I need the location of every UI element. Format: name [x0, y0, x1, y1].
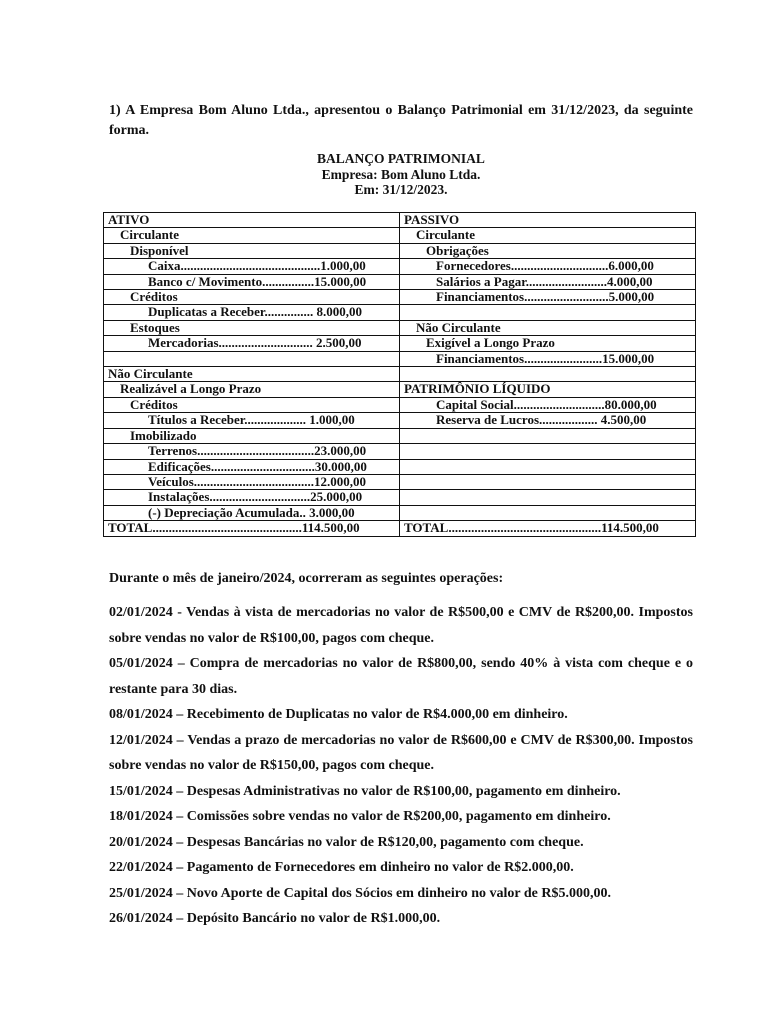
operations-heading: Durante o mês de janeiro/2024, ocorreram as seguintes operações:	[109, 571, 504, 586]
ativo-cell: (-) Depreciação Acumulada.. 3.000,00	[104, 505, 400, 520]
ativo-cell: Não Circulante	[104, 367, 400, 382]
exercise-statement: 1) A Empresa Bom Aluno Ltda., apresentou o Balanço Patrimonial em 31/12/2023, da seguinte forma.	[109, 103, 693, 138]
balance-sheet-row	[104, 259, 696, 274]
ativo-cell: Edificações................................30.000,00	[104, 459, 400, 474]
balance-sheet-row	[104, 474, 696, 489]
passivo-cell: Exigível a Longo Prazo	[400, 336, 696, 351]
ativo-cell: Estoques	[104, 320, 400, 335]
operation-item: 25/01/2024 – Novo Aporte de Capital dos Sócios em dinheiro no valor de R$5.000,00.	[109, 885, 611, 901]
ativo-cell: Caixa...........................................1.000,00	[104, 259, 400, 274]
ativo-cell: Banco c/ Movimento................15.000,00	[104, 274, 400, 289]
passivo-cell: Salários a Pagar.........................4.000,00	[400, 274, 696, 289]
company-name: Empresa: Bom Aluno Ltda.	[321, 166, 481, 182]
ativo-cell: Créditos	[104, 397, 400, 412]
passivo-cell: TOTAL...............................................114.500,00	[400, 521, 696, 536]
operation-item: 12/01/2024 – Vendas a prazo de mercadorias no valor de R$600,00 e CMV de R$300,00. Impostos sobre vendas no valor de R$150,00, pagos com cheque.	[109, 732, 693, 773]
passivo-cell: PATRIMÔNIO LÍQUIDO	[400, 382, 696, 397]
passivo-cell: Financiamentos..........................5.000,00	[400, 290, 696, 305]
operation-item: 05/01/2024 – Compra de mercadorias no valor de R$800,00, sendo 40% à vista com cheque e o restante para 30 dias.	[109, 656, 693, 697]
ativo-cell: ATIVO	[104, 213, 400, 228]
balance-sheet-row	[104, 320, 696, 335]
balance-sheet-row	[104, 336, 696, 351]
ativo-cell: TOTAL..............................................114.500,00	[104, 521, 400, 536]
passivo-cell: Fornecedores..............................6.000,00	[400, 259, 696, 274]
operation-item: 02/01/2024 - Vendas à vista de mercadorias no valor de R$500,00 e CMV de R$200,00. Impostos sobre vendas no valor de R$100,00, pagos com cheque.	[109, 605, 693, 646]
balance-sheet-header	[109, 151, 693, 198]
balance-sheet-body	[104, 213, 696, 537]
balance-sheet-row	[104, 490, 696, 505]
ativo-cell: Circulante	[104, 228, 400, 243]
balance-sheet-row	[104, 413, 696, 428]
balance-sheet-row	[104, 428, 696, 443]
passivo-cell: Obrigações	[400, 243, 696, 258]
balance-sheet-table	[103, 212, 696, 537]
operation-item: 22/01/2024 – Pagamento de Fornecedores em dinheiro no valor de R$2.000,00.	[109, 860, 574, 875]
balance-sheet-row	[104, 290, 696, 305]
ativo-cell: Terrenos....................................23.000,00	[104, 444, 400, 459]
ativo-cell: Títulos a Receber................... 1.000,00	[104, 413, 400, 428]
passivo-cell: Circulante	[400, 228, 696, 243]
operations-list	[109, 600, 693, 932]
operation-item: 20/01/2024 – Despesas Bancárias no valor de R$120,00, pagamento com cheque.	[109, 834, 584, 850]
passivo-cell	[400, 444, 696, 459]
ativo-cell: Instalações...............................25.000,00	[104, 490, 400, 505]
passivo-cell	[400, 367, 696, 382]
passivo-cell	[400, 490, 696, 505]
passivo-cell: Capital Social............................80.000,00	[400, 397, 696, 412]
operation-item: 08/01/2024 – Recebimento de Duplicatas no valor de R$4.000,00 em dinheiro.	[109, 707, 568, 722]
balance-sheet-row	[104, 213, 696, 228]
balance-date: Em: 31/12/2023.	[354, 182, 448, 197]
ativo-cell	[104, 351, 400, 366]
ativo-cell: Imobilizado	[104, 428, 400, 443]
passivo-cell	[400, 305, 696, 320]
operation-item: 15/01/2024 – Despesas Administrativas no valor de R$100,00, pagamento em dinheiro.	[109, 783, 621, 799]
balance-sheet-row	[104, 367, 696, 382]
passivo-cell	[400, 474, 696, 489]
passivo-cell	[400, 428, 696, 443]
passivo-cell: Financiamentos........................15.000,00	[400, 351, 696, 366]
ativo-cell: Realizável a Longo Prazo	[104, 382, 400, 397]
balance-sheet-row	[104, 228, 696, 243]
balance-sheet-row	[104, 305, 696, 320]
balance-sheet-row	[104, 521, 696, 536]
ativo-cell: Disponível	[104, 243, 400, 258]
balance-sheet-row	[104, 444, 696, 459]
ativo-cell: Créditos	[104, 290, 400, 305]
passivo-cell	[400, 459, 696, 474]
ativo-cell: Veículos.....................................12.000,00	[104, 474, 400, 489]
operation-item: 18/01/2024 – Comissões sobre vendas no valor de R$200,00, pagamento em dinheiro.	[109, 809, 611, 824]
balance-sheet-title: BALANÇO PATRIMONIAL	[317, 151, 485, 166]
balance-sheet-row	[104, 505, 696, 520]
balance-sheet-row	[104, 459, 696, 474]
operation-item: 26/01/2024 – Depósito Bancário no valor de R$1.000,00.	[109, 911, 441, 926]
balance-sheet-row	[104, 243, 696, 258]
balance-sheet-row	[104, 397, 696, 412]
balance-sheet-row	[104, 351, 696, 366]
balance-sheet-row	[104, 274, 696, 289]
passivo-cell: Reserva de Lucros.................. 4.500,00	[400, 413, 696, 428]
passivo-cell	[400, 505, 696, 520]
ativo-cell: Duplicatas a Receber............... 8.000,00	[104, 305, 400, 320]
passivo-cell: PASSIVO	[400, 213, 696, 228]
ativo-cell: Mercadorias............................. 2.500,00	[104, 336, 400, 351]
passivo-cell: Não Circulante	[400, 320, 696, 335]
balance-sheet-row	[104, 382, 696, 397]
